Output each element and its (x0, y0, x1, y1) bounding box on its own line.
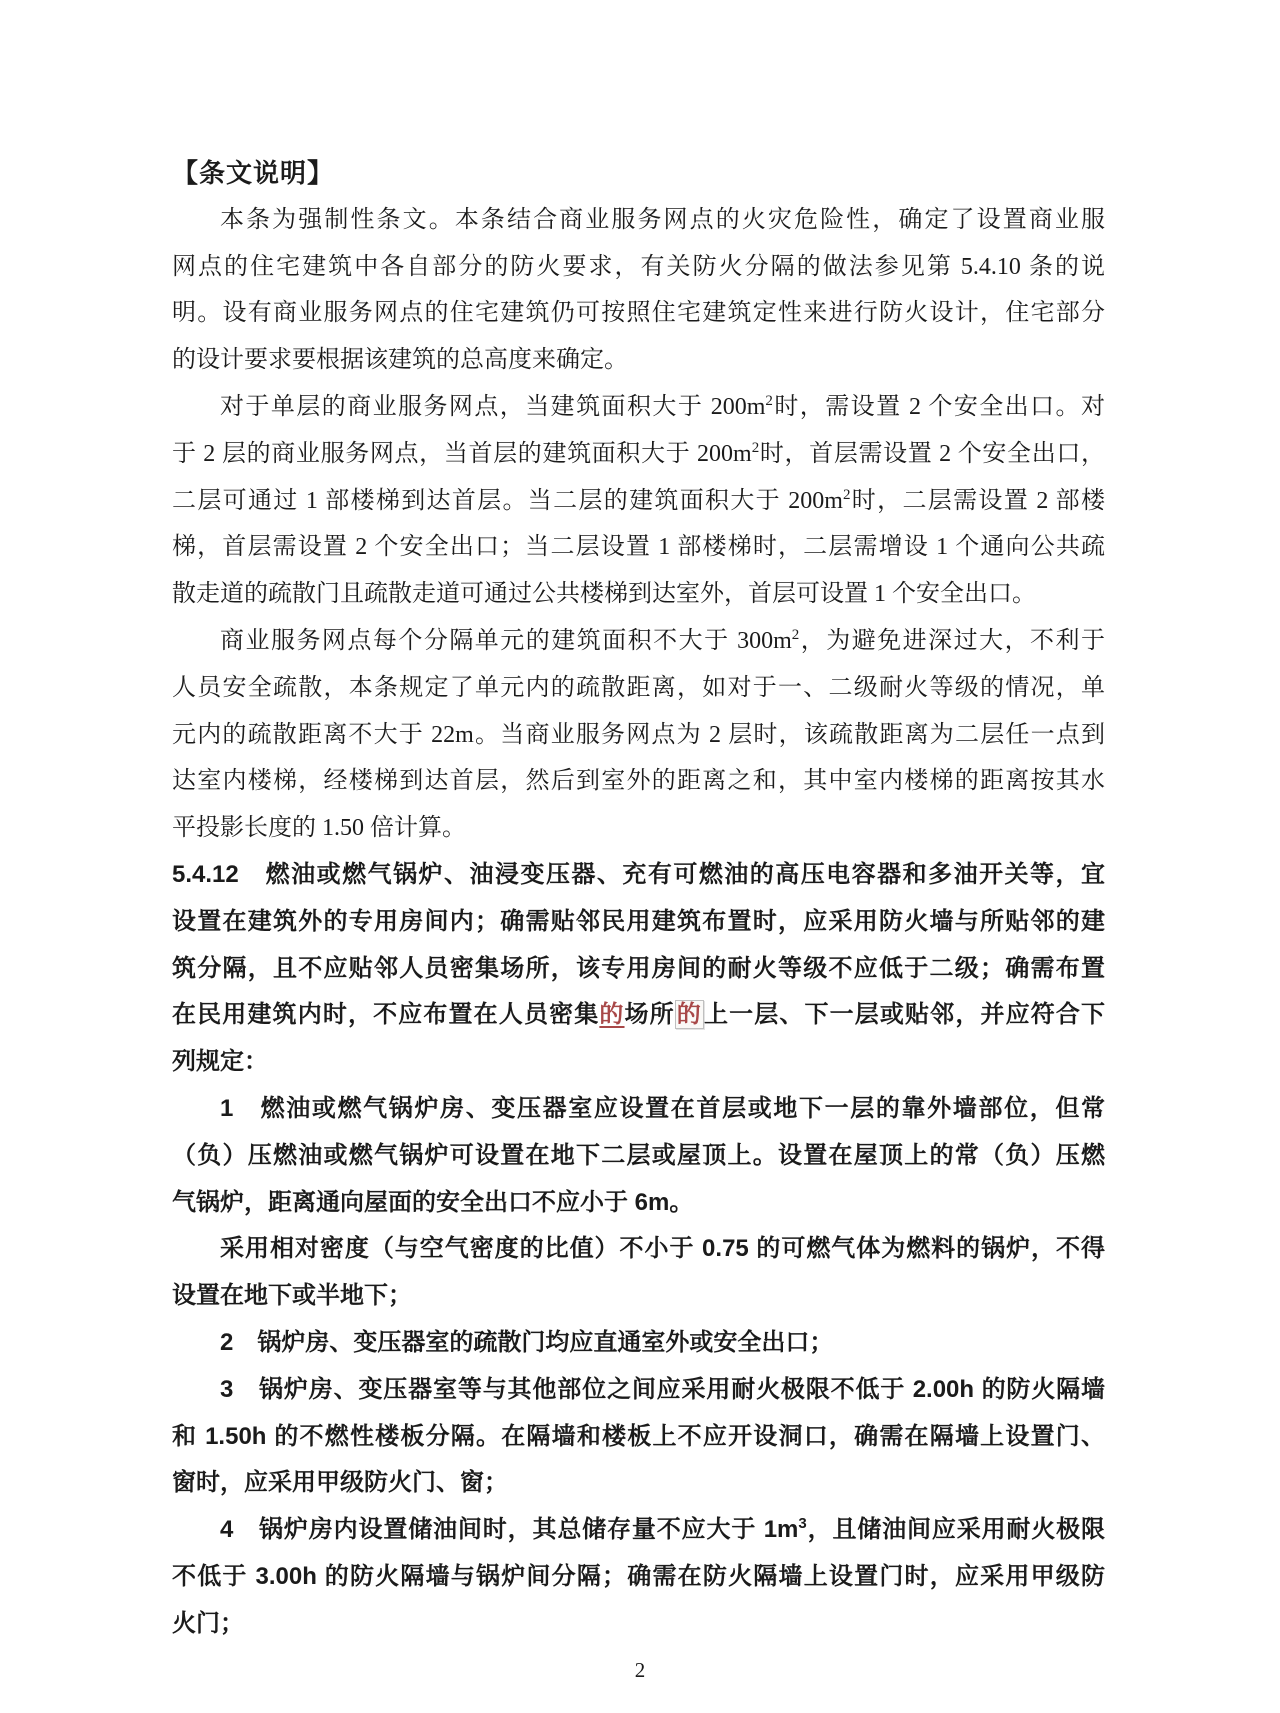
text-line (172, 992, 1105, 1039)
text-segment: 时，二层需设置 2 部楼 (850, 487, 1106, 514)
text-segment: 筑分隔，且不应贴邻人员密集场所，该专用房间的耐火等级不应低于二级；确需布置 (172, 954, 1105, 982)
text-segment: 商业服务网点每个分隔单元的建筑面积不大于 300m (220, 627, 792, 654)
text-segment: 梯，首层需设置 2 个安全出口；当二层设置 1 部楼梯时，二层需增设 1 个通向公共疏 (172, 534, 1105, 561)
text-line (172, 290, 1105, 337)
text-segment: 平投影长度的 1.50 倍计算。 (172, 815, 466, 842)
text-line (172, 1460, 1105, 1507)
text-segment: 1 燃油或燃气锅炉房、变压器室应设置在首层或地下一层的靠外墙部位，但常 (220, 1094, 1105, 1122)
text-line (172, 1414, 1105, 1461)
text-line (172, 1180, 1105, 1227)
superscript: 2 (751, 439, 760, 456)
text-line (172, 899, 1105, 946)
text-segment: 火门； (172, 1609, 244, 1637)
text-line (172, 852, 1105, 899)
paragraph (172, 1226, 1105, 1320)
text-line (172, 1507, 1105, 1554)
revision-inserted-text: 的 (599, 1001, 625, 1029)
text-line (172, 665, 1105, 712)
text-segment: 的设计要求要根据该建筑的总高度来确定。 (172, 347, 628, 374)
text-segment: ，且储油间应采用耐火极限 (806, 1516, 1106, 1544)
text-line (172, 1273, 1105, 1320)
revision-boxed-text: 的 (676, 1001, 702, 1029)
text-segment: 时，需设置 2 个安全出口。对 (772, 393, 1105, 420)
text-segment: 场所 (624, 1001, 675, 1029)
text-segment: 上一层、下一层或贴邻，并应符合下 (703, 1001, 1106, 1029)
paragraph (172, 1086, 1105, 1226)
text-line (172, 571, 1105, 618)
text-line (172, 1133, 1105, 1180)
text-line (172, 618, 1105, 665)
text-line (172, 1601, 1105, 1648)
text-segment: 3 锅炉房、变压器室等与其他部位之间应采用耐火极限不低于 2.00h 的防火隔墙 (220, 1375, 1105, 1403)
text-segment: 人员安全疏散，本条规定了单元内的疏散距离，如对于一、二级耐火等级的情况，单 (172, 674, 1105, 701)
superscript: 2 (765, 392, 773, 409)
text-segment: 达室内楼梯，经楼梯到达首层，然后到室外的距离之和，其中室内楼梯的距离按其水 (172, 768, 1105, 795)
text-segment: 和 1.50h 的不燃性楼板分隔。在隔墙和楼板上不应开设洞口，确需在隔墙上设置门、 (172, 1422, 1105, 1450)
text-segment: 元内的疏散距离不大于 22m。当商业服务网点为 2 层时，该疏散距离为二层任一点到 (172, 721, 1105, 748)
text-line (172, 478, 1105, 525)
text-line (172, 712, 1105, 759)
text-segment: 散走道的疏散门且疏散走道可通过公共楼梯到达室外，首层可设置 1 个安全出口。 (172, 581, 1036, 608)
text-line (172, 1226, 1105, 1273)
text-segment: （负）压燃油或燃气锅炉可设置在地下二层或屋顶上。设置在屋顶上的常（负）压燃 (172, 1141, 1105, 1169)
text-line (172, 244, 1105, 291)
text-segment: 设置在地下或半地下； (172, 1282, 412, 1310)
text-line (172, 197, 1105, 244)
text-line (172, 524, 1105, 571)
text-segment: ，为避免进深过大，不利于 (799, 627, 1106, 654)
superscript: 2 (842, 486, 851, 503)
text-line (172, 758, 1105, 805)
text-segment: 网点的住宅建筑中各自部分的防火要求，有关防火分隔的做法参见第 5.4.10 条的说 (172, 253, 1105, 280)
text-line (172, 1554, 1105, 1601)
text-segment: 4 锅炉房内设置储油间时，其总储存量不应大于 1m (220, 1516, 799, 1544)
text-segment: 2 锅炉房、变压器室的疏散门均应直通室外或安全出口； (220, 1328, 834, 1356)
paragraph (172, 197, 1105, 384)
superscript: 2 (791, 626, 800, 643)
text-segment: 于 2 层的商业服务网点，当首层的建筑面积大于 200m (172, 440, 752, 467)
text-segment: 时，首层需设置 2 个安全出口， (759, 440, 1106, 467)
superscript: 3 (798, 1515, 807, 1533)
paragraph (172, 1507, 1105, 1647)
paragraph (172, 852, 1105, 1086)
text-segment: 采用相对密度（与空气密度的比值）不小于 0.75 的可燃气体为燃料的锅炉，不得 (220, 1235, 1105, 1263)
text-line (172, 805, 1105, 852)
paragraph (172, 1320, 1105, 1367)
text-segment: 气锅炉，距离通向屋面的安全出口不应小于 6m。 (172, 1188, 694, 1216)
document-page-content (172, 150, 1105, 1648)
text-segment: 明。设有商业服务网点的住宅建筑仍可按照住宅建筑定性来进行防火设计，住宅部分 (172, 300, 1105, 327)
text-line (172, 1320, 1105, 1367)
text-segment: 设置在建筑外的专用房间内；确需贴邻民用建筑布置时，应采用防火墙与所贴邻的建 (172, 907, 1105, 935)
section-heading: 【条文说明】 (172, 158, 335, 188)
text-segment: 不低于 3.00h 的防火隔墙与锅炉间分隔；确需在防火隔墙上设置门时，应采用甲级防 (172, 1562, 1105, 1590)
text-segment: 5.4.12 燃油或燃气锅炉、油浸变压器、充有可燃油的高压电容器和多油开关等，宜 (172, 860, 1105, 888)
paragraph (172, 618, 1105, 852)
text-line (172, 431, 1105, 478)
page-number: 2 (634, 1658, 646, 1682)
text-line (172, 1367, 1105, 1414)
text-line (172, 1039, 1105, 1086)
page-footer (0, 1658, 1280, 1683)
text-segment: 在民用建筑内时，不应布置在人员密集 (172, 1001, 600, 1029)
text-line (172, 946, 1105, 993)
text-line (172, 384, 1105, 431)
text-segment: 对于单层的商业服务网点，当建筑面积大于 200m (220, 393, 766, 420)
document-body (172, 197, 1105, 1648)
paragraph (172, 1367, 1105, 1507)
text-segment: 本条为强制性条文。本条结合商业服务网点的火灾危险性，确定了设置商业服 (220, 206, 1105, 233)
text-segment: 窗时，应采用甲级防火门、窗； (172, 1469, 508, 1497)
text-segment: 列规定： (172, 1048, 268, 1076)
text-line (172, 1086, 1105, 1133)
text-segment: 二层可通过 1 部楼梯到达首层。当二层的建筑面积大于 200m (172, 487, 843, 514)
text-line (172, 337, 1105, 384)
paragraph (172, 384, 1105, 618)
